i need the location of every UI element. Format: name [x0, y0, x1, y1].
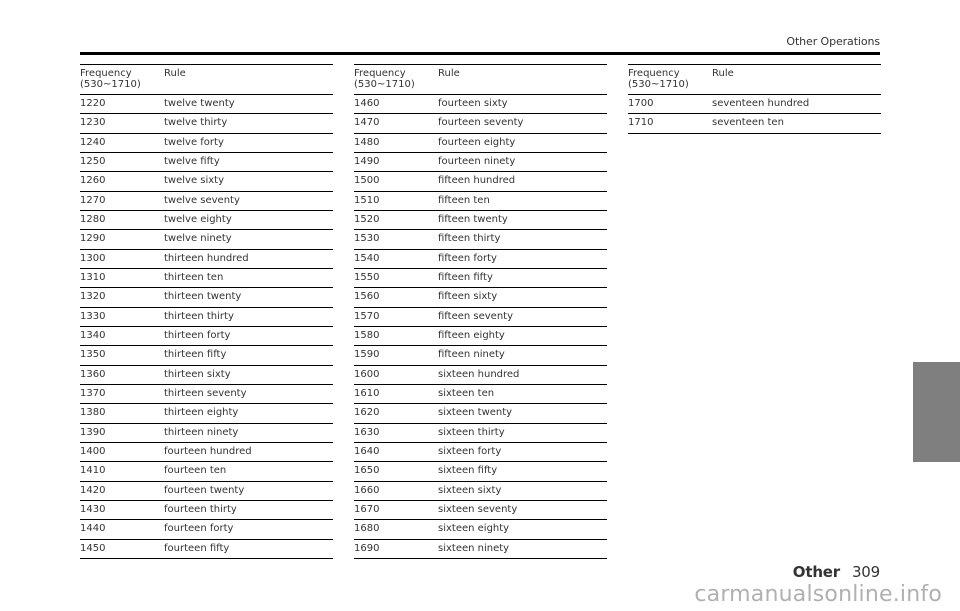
- table-row: [628, 95, 881, 114]
- frequency-cell: 1250: [80, 155, 106, 167]
- rule-cell: thirteen ninety: [164, 426, 239, 438]
- table-header: [80, 65, 333, 95]
- rule-cell: fourteen seventy: [438, 117, 524, 129]
- table-row: [80, 230, 333, 249]
- rule-cell: fifteen fifty: [438, 271, 493, 283]
- table-row: [80, 172, 333, 191]
- frequency-cell: 1480: [354, 136, 380, 148]
- table-row: [80, 404, 333, 423]
- rule-cell: sixteen forty: [438, 445, 502, 457]
- frequency-cell: 1460: [354, 98, 380, 109]
- rule-cell: fourteen sixty: [438, 98, 508, 109]
- table-row: [354, 366, 607, 385]
- table-body: [80, 95, 333, 559]
- rule-cell: thirteen sixty: [164, 368, 231, 380]
- header-frequency: Frequency (530~1710): [80, 68, 141, 90]
- table-row: [80, 501, 333, 520]
- table-row: [80, 540, 333, 559]
- table-row: [354, 482, 607, 501]
- table-row: [354, 95, 607, 114]
- table-header: [354, 65, 607, 95]
- frequency-cell: 1600: [354, 368, 380, 380]
- rule-cell: twelve fifty: [164, 155, 220, 167]
- frequency-cell: 1430: [80, 503, 106, 515]
- table-row: [80, 134, 333, 153]
- rule-cell: thirteen hundred: [164, 252, 249, 264]
- table-row: [80, 250, 333, 269]
- frequency-cell: 1270: [80, 194, 106, 206]
- frequency-cell: 1320: [80, 291, 106, 303]
- table-row: [80, 308, 333, 327]
- rule-cell: fourteen ten: [164, 465, 227, 477]
- rule-cell: thirteen ten: [164, 271, 224, 283]
- table-row: [80, 269, 333, 288]
- section-side-tab: [913, 362, 960, 462]
- table-row: [80, 346, 333, 365]
- frequency-cell: 1560: [354, 291, 380, 303]
- rule-cell: sixteen twenty: [438, 407, 513, 419]
- header-rule-label: Rule: [438, 68, 460, 79]
- frequency-table-column-3: [628, 65, 881, 134]
- table-row: [354, 462, 607, 481]
- rule-cell: fifteen eighty: [438, 329, 505, 341]
- frequency-cell: 1370: [80, 387, 106, 399]
- rule-cell: twelve sixty: [164, 175, 225, 187]
- table-row: [354, 327, 607, 346]
- frequency-cell: 1220: [80, 98, 106, 109]
- table-row: [354, 288, 607, 307]
- table-body: [628, 95, 881, 134]
- table-row: [354, 230, 607, 249]
- table-row: [80, 520, 333, 539]
- rule-cell: fifteen thirty: [438, 233, 501, 245]
- frequency-cell: 1340: [80, 329, 106, 341]
- frequency-cell: 1710: [628, 117, 654, 129]
- page-footer: [793, 563, 880, 581]
- page-header-title: Other Operations: [786, 35, 880, 48]
- table-header: [628, 65, 881, 95]
- table-row: [354, 424, 607, 443]
- table-row: [354, 134, 607, 153]
- frequency-cell: 1260: [80, 175, 106, 187]
- rule-cell: fifteen twenty: [438, 213, 508, 225]
- frequency-cell: 1330: [80, 310, 106, 322]
- table-row: [80, 327, 333, 346]
- frequency-cell: 1700: [628, 98, 654, 109]
- frequency-cell: 1650: [354, 465, 380, 477]
- table-row: [354, 250, 607, 269]
- frequency-cell: 1640: [354, 445, 380, 457]
- frequency-cell: 1570: [354, 310, 380, 322]
- table-row: [80, 192, 333, 211]
- table-row: [354, 520, 607, 539]
- frequency-cell: 1440: [80, 523, 106, 535]
- rule-cell: seventeen ten: [712, 117, 784, 129]
- frequency-cell: 1230: [80, 117, 106, 129]
- rule-cell: twelve twenty: [164, 98, 235, 109]
- rule-cell: thirteen twenty: [164, 291, 242, 303]
- rule-cell: sixteen ten: [438, 387, 495, 399]
- rule-cell: twelve ninety: [164, 233, 232, 245]
- rule-cell: twelve eighty: [164, 213, 232, 225]
- watermark: carmanualsonline.info: [694, 582, 942, 607]
- frequency-cell: 1620: [354, 407, 380, 419]
- rule-cell: fourteen eighty: [438, 136, 516, 148]
- table-row: [80, 211, 333, 230]
- rule-cell: fifteen sixty: [438, 291, 498, 303]
- rule-cell: thirteen seventy: [164, 387, 247, 399]
- table-row: [354, 308, 607, 327]
- header-rule-label: Rule: [164, 68, 186, 79]
- footer-section-name: Other: [792, 563, 840, 581]
- frequency-cell: 1690: [354, 542, 380, 554]
- rule-cell: fifteen ninety: [438, 349, 505, 361]
- frequency-cell: 1590: [354, 349, 380, 361]
- frequency-cell: 1660: [354, 484, 380, 496]
- frequency-cell: 1630: [354, 426, 380, 438]
- rule-cell: fourteen forty: [164, 523, 234, 535]
- table-row: [354, 192, 607, 211]
- header-rule-label: Rule: [712, 68, 734, 79]
- table-row: [354, 269, 607, 288]
- table-row: [354, 404, 607, 423]
- frequency-cell: 1380: [80, 407, 106, 419]
- rule-cell: twelve thirty: [164, 117, 228, 129]
- rule-cell: sixteen thirty: [438, 426, 505, 438]
- rule-cell: sixteen ninety: [438, 542, 510, 554]
- table-row: [628, 114, 881, 133]
- frequency-cell: 1420: [80, 484, 106, 496]
- table-row: [354, 385, 607, 404]
- rule-cell: fifteen ten: [438, 194, 490, 206]
- table-row: [80, 462, 333, 481]
- frequency-cell: 1610: [354, 387, 380, 399]
- frequency-cell: 1540: [354, 252, 380, 264]
- frequency-cell: 1530: [354, 233, 380, 245]
- table-row: [80, 114, 333, 133]
- table-row: [354, 501, 607, 520]
- rule-cell: fourteen thirty: [164, 503, 237, 515]
- frequency-cell: 1360: [80, 368, 106, 380]
- page-number: 309: [851, 563, 880, 581]
- rule-cell: fourteen fifty: [164, 542, 230, 554]
- rule-cell: thirteen thirty: [164, 310, 234, 322]
- frequency-cell: 1520: [354, 213, 380, 225]
- frequency-cell: 1390: [80, 426, 106, 438]
- table-row: [354, 443, 607, 462]
- rule-cell: sixteen fifty: [438, 465, 498, 477]
- rule-cell: fifteen seventy: [438, 310, 513, 322]
- frequency-cell: 1300: [80, 252, 106, 264]
- table-row: [80, 288, 333, 307]
- frequency-cell: 1500: [354, 175, 380, 187]
- table-row: [80, 385, 333, 404]
- table-row: [80, 443, 333, 462]
- rule-cell: thirteen forty: [164, 329, 231, 341]
- frequency-cell: 1680: [354, 523, 380, 535]
- frequency-cell: 1470: [354, 117, 380, 129]
- rule-cell: twelve forty: [164, 136, 224, 148]
- frequency-cell: 1400: [80, 445, 106, 457]
- table-row: [354, 211, 607, 230]
- frequency-cell: 1490: [354, 155, 380, 167]
- rule-cell: fourteen hundred: [164, 445, 252, 457]
- frequency-table-column-1: [80, 65, 333, 559]
- table-row: [80, 424, 333, 443]
- rule-cell: fourteen twenty: [164, 484, 245, 496]
- frequency-cell: 1410: [80, 465, 106, 477]
- table-row: [80, 95, 333, 114]
- rule-cell: thirteen fifty: [164, 349, 227, 361]
- frequency-cell: 1310: [80, 271, 106, 283]
- frequency-cell: 1450: [80, 542, 106, 554]
- frequency-cell: 1580: [354, 329, 380, 341]
- rule-cell: seventeen hundred: [712, 98, 810, 109]
- table-row: [354, 114, 607, 133]
- header-frequency: Frequency (530~1710): [354, 68, 415, 90]
- frequency-table-column-2: [354, 65, 607, 559]
- table-row: [354, 540, 607, 559]
- frequency-cell: 1280: [80, 213, 106, 225]
- table-row: [354, 172, 607, 191]
- table-row: [354, 346, 607, 365]
- frequency-cell: 1350: [80, 349, 106, 361]
- frequency-cell: 1670: [354, 503, 380, 515]
- rule-cell: twelve seventy: [164, 194, 240, 206]
- table-row: [354, 153, 607, 172]
- header-rule: [80, 52, 880, 55]
- rule-cell: sixteen sixty: [438, 484, 502, 496]
- rule-cell: sixteen eighty: [438, 523, 510, 535]
- table-row: [80, 482, 333, 501]
- rule-cell: sixteen hundred: [438, 368, 520, 380]
- frequency-cell: 1550: [354, 271, 380, 283]
- rule-cell: fourteen ninety: [438, 155, 516, 167]
- table-row: [80, 366, 333, 385]
- rule-cell: sixteen seventy: [438, 503, 518, 515]
- frequency-cell: 1290: [80, 233, 106, 245]
- rule-cell: fifteen hundred: [438, 175, 516, 187]
- header-frequency: Frequency (530~1710): [628, 68, 689, 90]
- rule-cell: thirteen eighty: [164, 407, 239, 419]
- table-body: [354, 95, 607, 559]
- table-row: [80, 153, 333, 172]
- frequency-cell: 1240: [80, 136, 106, 148]
- rule-cell: fifteen forty: [438, 252, 497, 264]
- frequency-cell: 1510: [354, 194, 380, 206]
